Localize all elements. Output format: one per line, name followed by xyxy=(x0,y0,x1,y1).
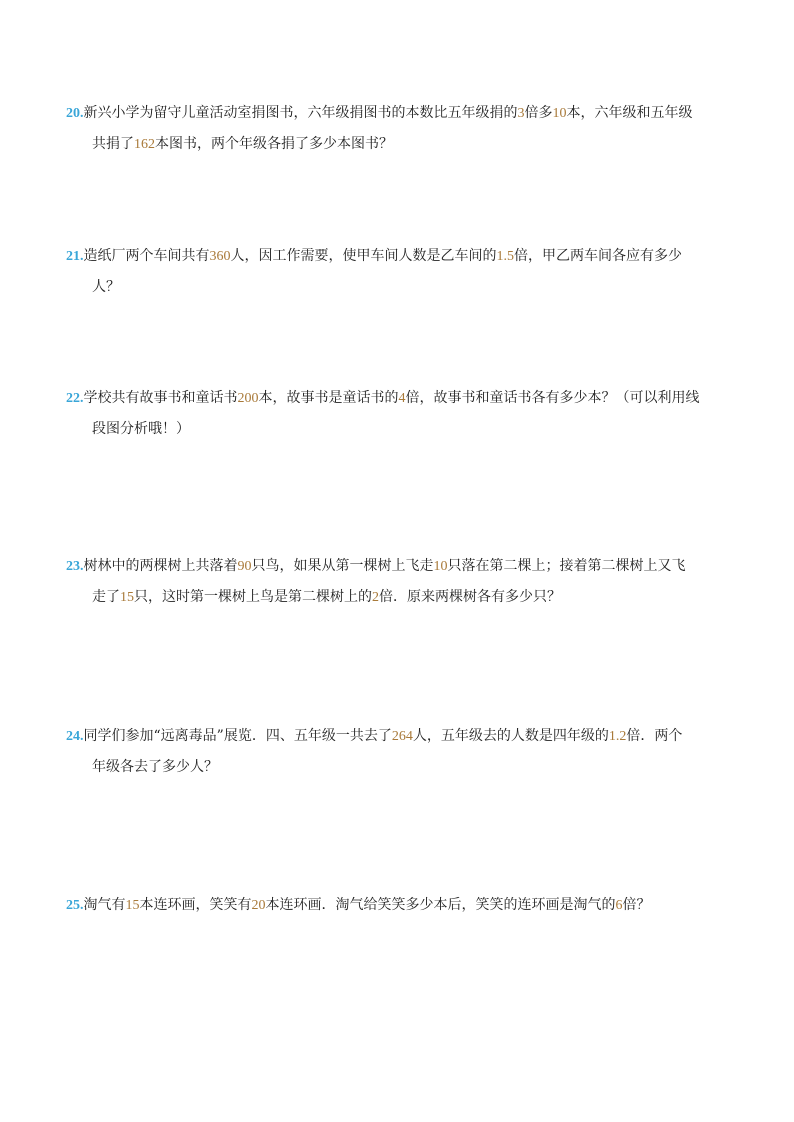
problem-number: 22. xyxy=(66,391,84,406)
problem-text: 走了 xyxy=(92,589,120,605)
number-value: 1.2 xyxy=(608,729,627,744)
number-value: 10 xyxy=(433,559,448,574)
problem-line xyxy=(66,752,730,782)
problem-number: 24. xyxy=(66,729,84,744)
problem-text: 学校共有故事书和童话书 xyxy=(83,390,238,406)
problem-text: 倍．两个 xyxy=(626,728,683,744)
number-value: 264 xyxy=(391,729,413,744)
problem-24 xyxy=(66,721,730,782)
number-value: 10 xyxy=(552,106,567,121)
problem-line xyxy=(66,414,730,444)
problem-text: 人？ xyxy=(92,279,120,295)
problem-text: 本图书，两个年级各捐了多少本图书？ xyxy=(155,136,393,152)
problem-line xyxy=(66,551,730,582)
problem-text: 年级各去了多少人？ xyxy=(92,759,218,775)
problem-line xyxy=(66,890,730,921)
number-value: 1.5 xyxy=(496,249,514,264)
number-value: 2 xyxy=(372,590,379,605)
problem-22 xyxy=(66,383,730,444)
problem-text: 人，五年级去的人数是四年级的 xyxy=(412,728,609,744)
problem-line xyxy=(66,582,730,613)
problem-text: 倍？ xyxy=(622,897,651,913)
problem-line xyxy=(66,129,730,160)
number-value: 15 xyxy=(125,898,140,913)
problem-line xyxy=(66,383,730,414)
problem-line xyxy=(66,241,730,272)
problem-text: 段图分析哦！） xyxy=(92,421,190,437)
number-value: 162 xyxy=(134,137,155,152)
problem-text: 倍，故事书和童话书各有多少本？（可以利用线 xyxy=(405,390,700,406)
problem-number: 23. xyxy=(66,559,84,574)
problem-number: 20. xyxy=(66,106,84,121)
number-value: 200 xyxy=(237,391,259,406)
problem-text: 共捐了 xyxy=(92,136,134,152)
problem-text: 本，故事书是童话书的 xyxy=(258,390,399,406)
problem-text: 倍多 xyxy=(524,105,553,121)
problem-text: 本连环画，笑笑有 xyxy=(139,897,252,913)
problem-text: 只，这时第一棵树上鸟是第二棵树上的 xyxy=(134,589,372,605)
problem-text: 造纸厂两个车间共有 xyxy=(83,248,210,264)
problem-25 xyxy=(66,890,730,921)
problem-text: 只落在第二棵上；接着第二棵树上又飞 xyxy=(447,558,686,574)
number-value: 90 xyxy=(237,559,252,574)
problem-text: 倍，甲乙两车间各应有多少 xyxy=(514,248,682,264)
number-value: 20 xyxy=(251,898,266,913)
problem-number: 25. xyxy=(66,898,84,913)
problem-23 xyxy=(66,551,730,613)
number-value: 360 xyxy=(209,249,231,264)
problem-text: 同学们参加“远离毒品”展览．四、五年级一共去了 xyxy=(83,728,392,744)
number-value: 6 xyxy=(615,898,623,913)
problem-number: 21. xyxy=(66,249,84,264)
problem-text: 只鸟，如果从第一棵树上飞走 xyxy=(251,558,434,574)
problem-21 xyxy=(66,241,730,302)
problem-line xyxy=(66,98,730,129)
problem-line xyxy=(66,721,730,752)
problem-text: 本连环画．淘气给笑笑多少本后，笑笑的连环画是淘气的 xyxy=(265,897,616,913)
problem-text: 倍．原来两棵树各有多少只？ xyxy=(379,589,561,605)
problem-text: 本，六年级和五年级 xyxy=(566,105,693,121)
number-value: 3 xyxy=(517,106,525,121)
problem-20 xyxy=(66,98,730,160)
problem-text: 人，因工作需要，使甲车间人数是乙车间的 xyxy=(230,248,497,264)
problem-text: 新兴小学为留守儿童活动室捐图书，六年级捐图书的本数比五年级捐的 xyxy=(83,105,518,121)
problem-line xyxy=(66,272,730,302)
number-value: 4 xyxy=(398,391,406,406)
problem-text: 树林中的两棵树上共落着 xyxy=(83,558,238,574)
problem-text: 淘气有 xyxy=(83,897,126,913)
number-value: 15 xyxy=(120,590,134,605)
